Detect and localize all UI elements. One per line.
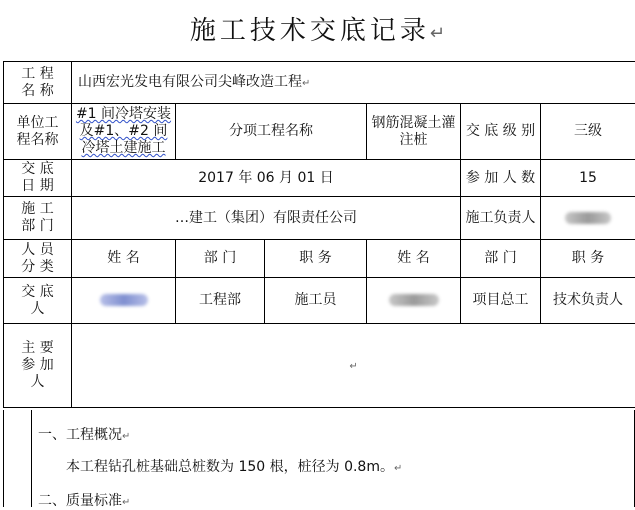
project-name-label: 工 程 名 称	[4, 62, 72, 104]
dept-header-2: 部 门	[461, 240, 541, 278]
section1-text: 本工程钻孔桩基础总桩数为 150 根，桩径为 0.8m。↵	[66, 456, 402, 476]
person-category-label: 人 员 分 类	[4, 240, 72, 278]
dept-header-1: 部 门	[176, 240, 265, 278]
unit-project-value: #1 间冷塔安装及#1、#2 间冷塔土建施工	[72, 104, 176, 160]
project-name-value: 山西宏光发电有限公司尖峰改造工程↵	[72, 62, 635, 104]
discloser-1-name	[72, 278, 176, 324]
discloser-2-dept: 项目总工	[461, 278, 541, 324]
disclosure-record-table	[3, 61, 635, 408]
redacted-name	[565, 212, 611, 224]
participants-count-label: 参 加 人 数	[461, 160, 541, 197]
participants-count-value: 15	[541, 160, 635, 197]
row-main-participants	[4, 324, 635, 408]
section2-heading: 二、质量标准↵	[38, 490, 130, 510]
row-date	[4, 160, 635, 197]
dept-leader-value	[541, 197, 635, 240]
row-dept	[4, 197, 635, 240]
main-participants-value: ↵	[72, 324, 635, 408]
row-discloser	[4, 278, 635, 324]
dept-leader-label: 施工负责人	[461, 197, 541, 240]
row-unit-project	[4, 104, 635, 160]
disclosure-content	[3, 410, 635, 507]
discloser-1-title: 施工员	[265, 278, 367, 324]
content-margin-line	[31, 410, 32, 507]
name-header-1: 姓 名	[72, 240, 176, 278]
date-value: 2017 年 06 月 01 日	[72, 160, 461, 197]
discloser-2-name	[367, 278, 461, 324]
name-header-2: 姓 名	[367, 240, 461, 278]
dept-value: …建工（集团）有限责任公司	[72, 197, 461, 240]
discloser-2-title: 技术负责人	[541, 278, 635, 324]
redacted-name	[389, 294, 439, 306]
level-label: 交 底 级 别	[461, 104, 541, 160]
sub-project-value: 钢筋混凝土灌注桩	[367, 104, 461, 160]
row-project-name	[4, 62, 635, 104]
row-person-headers	[4, 240, 635, 278]
document-title: 施工技术交底记录↵	[0, 10, 635, 47]
discloser-1-dept: 工程部	[176, 278, 265, 324]
sub-project-label: 分项工程名称	[176, 104, 367, 160]
unit-project-label: 单位工 程名称	[4, 104, 72, 160]
main-participants-label: 主 要 参 加 人	[4, 324, 72, 408]
dept-label: 施 工 部 门	[4, 197, 72, 240]
level-value: 三级	[541, 104, 635, 160]
section1-heading: 一、工程概况↵	[38, 424, 130, 444]
discloser-label: 交 底 人	[4, 278, 72, 324]
redacted-name	[100, 294, 148, 306]
date-label: 交 底 日 期	[4, 160, 72, 197]
title-header-2: 职 务	[541, 240, 635, 278]
title-header-1: 职 务	[265, 240, 367, 278]
